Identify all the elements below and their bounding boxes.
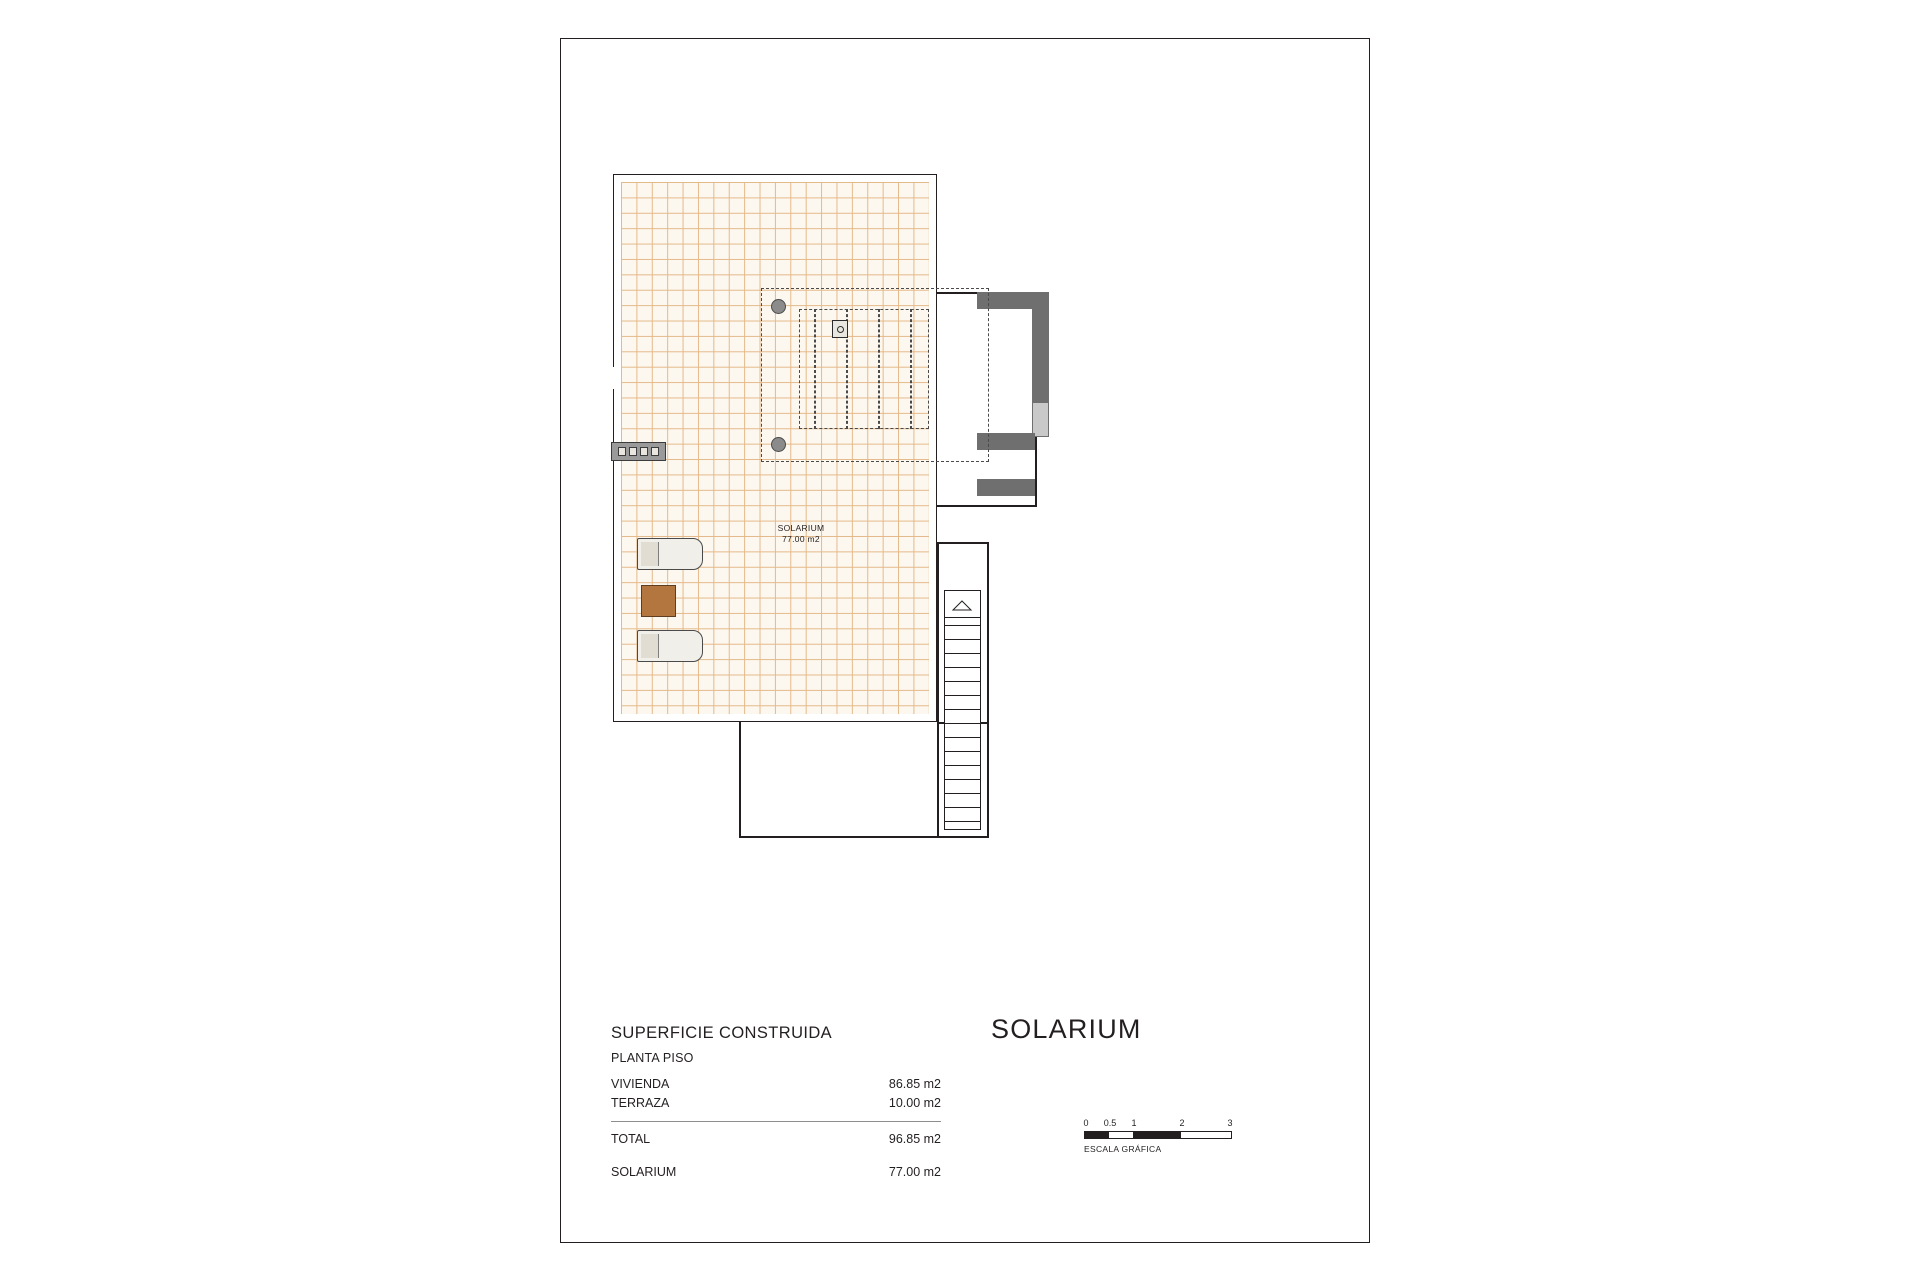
area-label-solarium: SOLARIUM [611,1165,680,1179]
column-dot-lower [771,437,786,452]
scale-tick-0: 0 [1083,1118,1089,1128]
room-label-area: 77.00 m2 [782,534,820,545]
area-label-terraza: TERRAZA [611,1096,673,1110]
stair-wall-right [987,542,989,838]
area-row-solarium [611,1165,941,1184]
scale-tick-4: 3 [1227,1118,1233,1128]
stair-wall-left [937,542,939,838]
area-value-total: 96.85 m2 [885,1132,941,1146]
side-table [641,585,676,617]
area-value-vivienda: 86.85 m2 [885,1077,941,1091]
graphic-scale [1084,1118,1232,1154]
wall-block-bottom-right [977,479,1035,496]
wall-block-right-lower [1032,402,1049,437]
terrace-outline-left [739,722,741,838]
terrace-outline-bottom [739,836,989,838]
stair-landing-line [945,617,980,618]
pergola-beam-1 [814,309,816,429]
room-label-solarium [741,523,861,546]
pergola-beam-4 [910,309,912,429]
stair-direction-arrow-icon [951,598,973,609]
drawing-sheet [560,38,1370,1243]
scale-bar-graphic [1084,1131,1232,1139]
scale-tick-3: 2 [1179,1118,1185,1128]
area-value-terraza: 10.00 m2 [885,1096,941,1110]
right-wing-wall-bottom [937,505,1037,507]
scale-caption: ESCALA GRÁFICA [1084,1144,1162,1154]
sun-lounger-bottom [637,630,703,662]
staircase [944,590,981,830]
area-label-total: TOTAL [611,1132,654,1146]
scale-tick-2: 1 [1131,1118,1137,1128]
room-label-name: SOLARIUM [777,523,825,533]
title-block-divider [611,1115,941,1122]
title-block-subheading: PLANTA PISO [611,1051,694,1065]
area-value-solarium: 77.00 m2 [885,1165,941,1179]
scale-tick-1: 0.5 [1103,1118,1117,1128]
column-dot-upper [771,299,786,314]
pergola-beam-3 [878,309,880,429]
area-label-vivienda: VIVIENDA [611,1077,673,1091]
area-row-total [611,1132,941,1151]
area-row-vivienda [611,1077,941,1096]
title-block-heading: SUPERFICIE CONSTRUIDA [611,1024,833,1042]
left-wall-opening [610,367,614,389]
shower-fixture [832,320,848,338]
wall-block-right-vertical [1032,292,1049,402]
title-block [611,1024,941,1184]
plan-title: SOLARIUM [991,1014,1142,1044]
stair-wall-top [937,542,989,544]
outdoor-bench [611,442,666,461]
sun-lounger-top [637,538,703,570]
area-row-terraza [611,1096,941,1115]
scale-tick-labels [1084,1118,1232,1131]
